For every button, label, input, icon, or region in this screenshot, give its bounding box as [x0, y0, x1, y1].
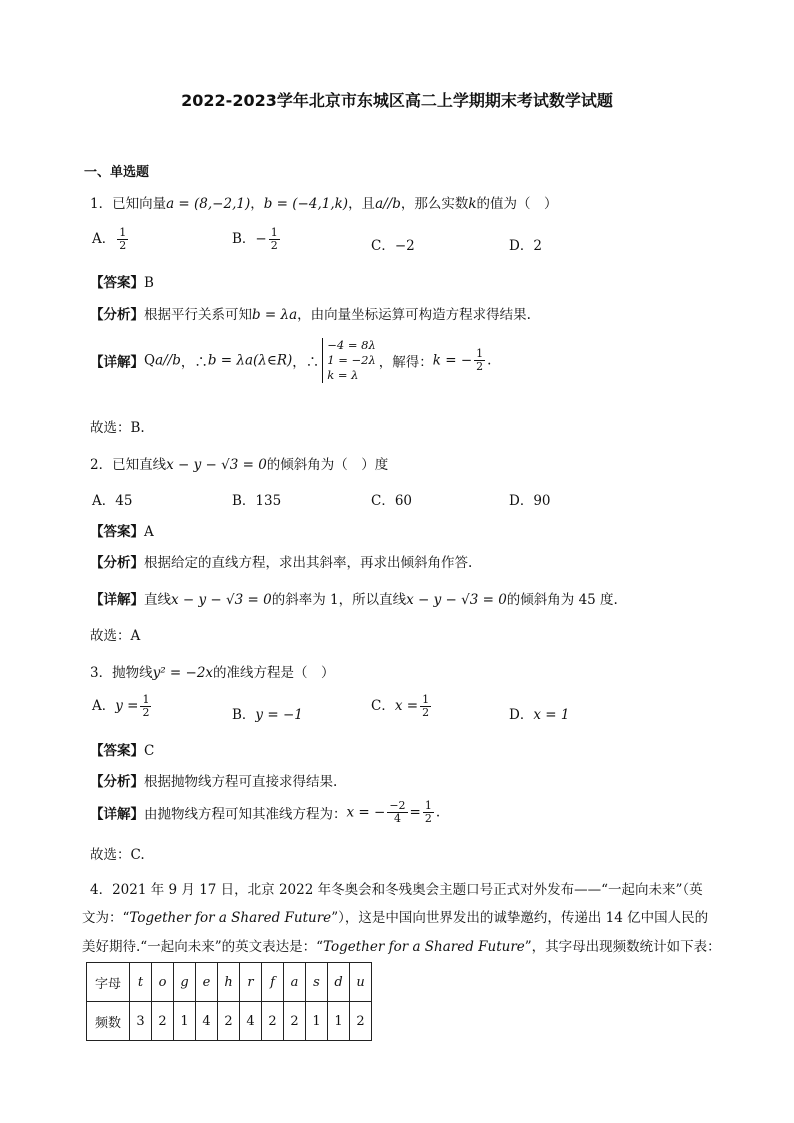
q3-answer: 【答案】C [90, 743, 155, 759]
table-cell: 1 [306, 1002, 328, 1041]
table-cell: a [284, 963, 306, 1002]
table-cell: 2 [262, 1002, 284, 1041]
q1-option-b: B．− $\frac{1}{2}$ [232, 226, 278, 252]
q2-option-b: B．135 [232, 493, 282, 509]
q1-vector-a: a = (8,−2,1) [166, 196, 251, 212]
q1-answer: 【答案】B [90, 275, 154, 291]
q1-vector-b: b = (−4,1,k) [263, 196, 349, 212]
q1-option-d: D．2 [509, 238, 542, 254]
table-cell: o [152, 963, 174, 1002]
letter-frequency-table [86, 962, 372, 1041]
q3-stem: 3．抛物线y² = −2x的准线方程是（ ） [90, 665, 335, 681]
table-cell: u [350, 963, 372, 1002]
q2-answer: 【答案】A [90, 524, 154, 540]
q3-option-a: A．y = $\frac{1}{2}$ [92, 693, 150, 719]
table-cell: e [196, 963, 218, 1002]
table-cell: 4 [240, 1002, 262, 1041]
q4-stem-line1: 4．2021 年 9 月 17 日，北京 2022 年冬奥会和冬残奥会主题口号正式对外发布——“一起向未来”（英 [90, 882, 703, 898]
table-cell: h [218, 963, 240, 1002]
table-cell: 2 [350, 1002, 372, 1041]
table-cell: 2 [218, 1002, 240, 1041]
table-cell: 1 [174, 1002, 196, 1041]
q1-parallel: a//b [375, 196, 401, 212]
table-header-letters: 字母 [87, 963, 130, 1002]
q1-conclusion: 故选：B. [90, 420, 145, 436]
table-cell: 4 [196, 1002, 218, 1041]
q1-stem: 1．已知向量a = (8,−2,1)，b = (−4,1,k)，且a//b，那么实数k的值为（ ） [90, 196, 558, 212]
q3-conclusion: 故选：C. [90, 847, 145, 863]
q2-analysis: 【分析】根据给定的直线方程，求出其斜率，再求出倾斜角作答. [90, 555, 473, 571]
table-cell: 3 [130, 1002, 152, 1041]
q3-option-c: C．x = $\frac{1}{2}$ [371, 693, 430, 719]
table-row-letters [87, 963, 372, 1002]
q2-stem: 2．已知直线x − y − √3 = 0的倾斜角为（ ）度 [90, 457, 389, 473]
q4-stem-line3: 美好期待.“一起向未来”的英文表达是：“Together for a Shared Future”，其字母出现频数统计如下表： [82, 939, 721, 955]
table-cell: t [130, 963, 152, 1002]
table-cell: s [306, 963, 328, 1002]
table-row-counts [87, 1002, 372, 1041]
table-cell: 2 [152, 1002, 174, 1041]
q1-detail: 【详解】Qa//b，∴b = λa(λ∈R)，∴ −4 = 8λ 1 = −2λ k = λ ，解得：k = − $\frac{1}{2}$ . [90, 338, 492, 382]
table-cell: 2 [284, 1002, 306, 1041]
q1-option-c: C．−2 [371, 238, 415, 254]
q1-equation-system: −4 = 8λ 1 = −2λ k = λ [322, 338, 376, 383]
table-cell: 1 [328, 1002, 350, 1041]
q1-option-a: A． $\frac{1}{2}$ [92, 226, 127, 252]
q1-analysis: 【分析】根据平行关系可知b = λa，由向量坐标运算可构造方程求得结果. [90, 307, 531, 323]
q2-conclusion: 故选：A [90, 628, 141, 644]
q2-detail: 【详解】直线x − y − √3 = 0的斜率为 1，所以直线x − y − √3 = 0的倾斜角为 45 度. [90, 592, 618, 608]
q4-stem-line2: 文为：“Together for a Shared Future”），这是中国向世界发出的诚挚邀约，传递出 14 亿中国人民的 [82, 910, 709, 926]
q2-option-d: D．90 [509, 493, 551, 509]
table-header-counts: 频数 [87, 1002, 130, 1041]
page-title: 2022-2023学年北京市东城区高二上学期期末考试数学试题 [181, 91, 613, 110]
table-cell: g [174, 963, 196, 1002]
q2-option-a: A．45 [92, 493, 133, 509]
section-title: 一、单选题 [84, 165, 150, 180]
q2-option-c: C．60 [371, 493, 413, 509]
q3-option-b: B．y = −1 [232, 707, 303, 723]
q3-option-d: D．x = 1 [509, 707, 570, 723]
table-cell: d [328, 963, 350, 1002]
table-cell: f [262, 963, 284, 1002]
q3-detail: 【详解】由抛物线方程可知其准线方程为：x = − $\frac{-2}{4}$ = $\frac{1}{2}$ . [90, 799, 441, 825]
table-cell: r [240, 963, 262, 1002]
q3-analysis: 【分析】根据抛物线方程可直接求得结果. [90, 774, 338, 790]
